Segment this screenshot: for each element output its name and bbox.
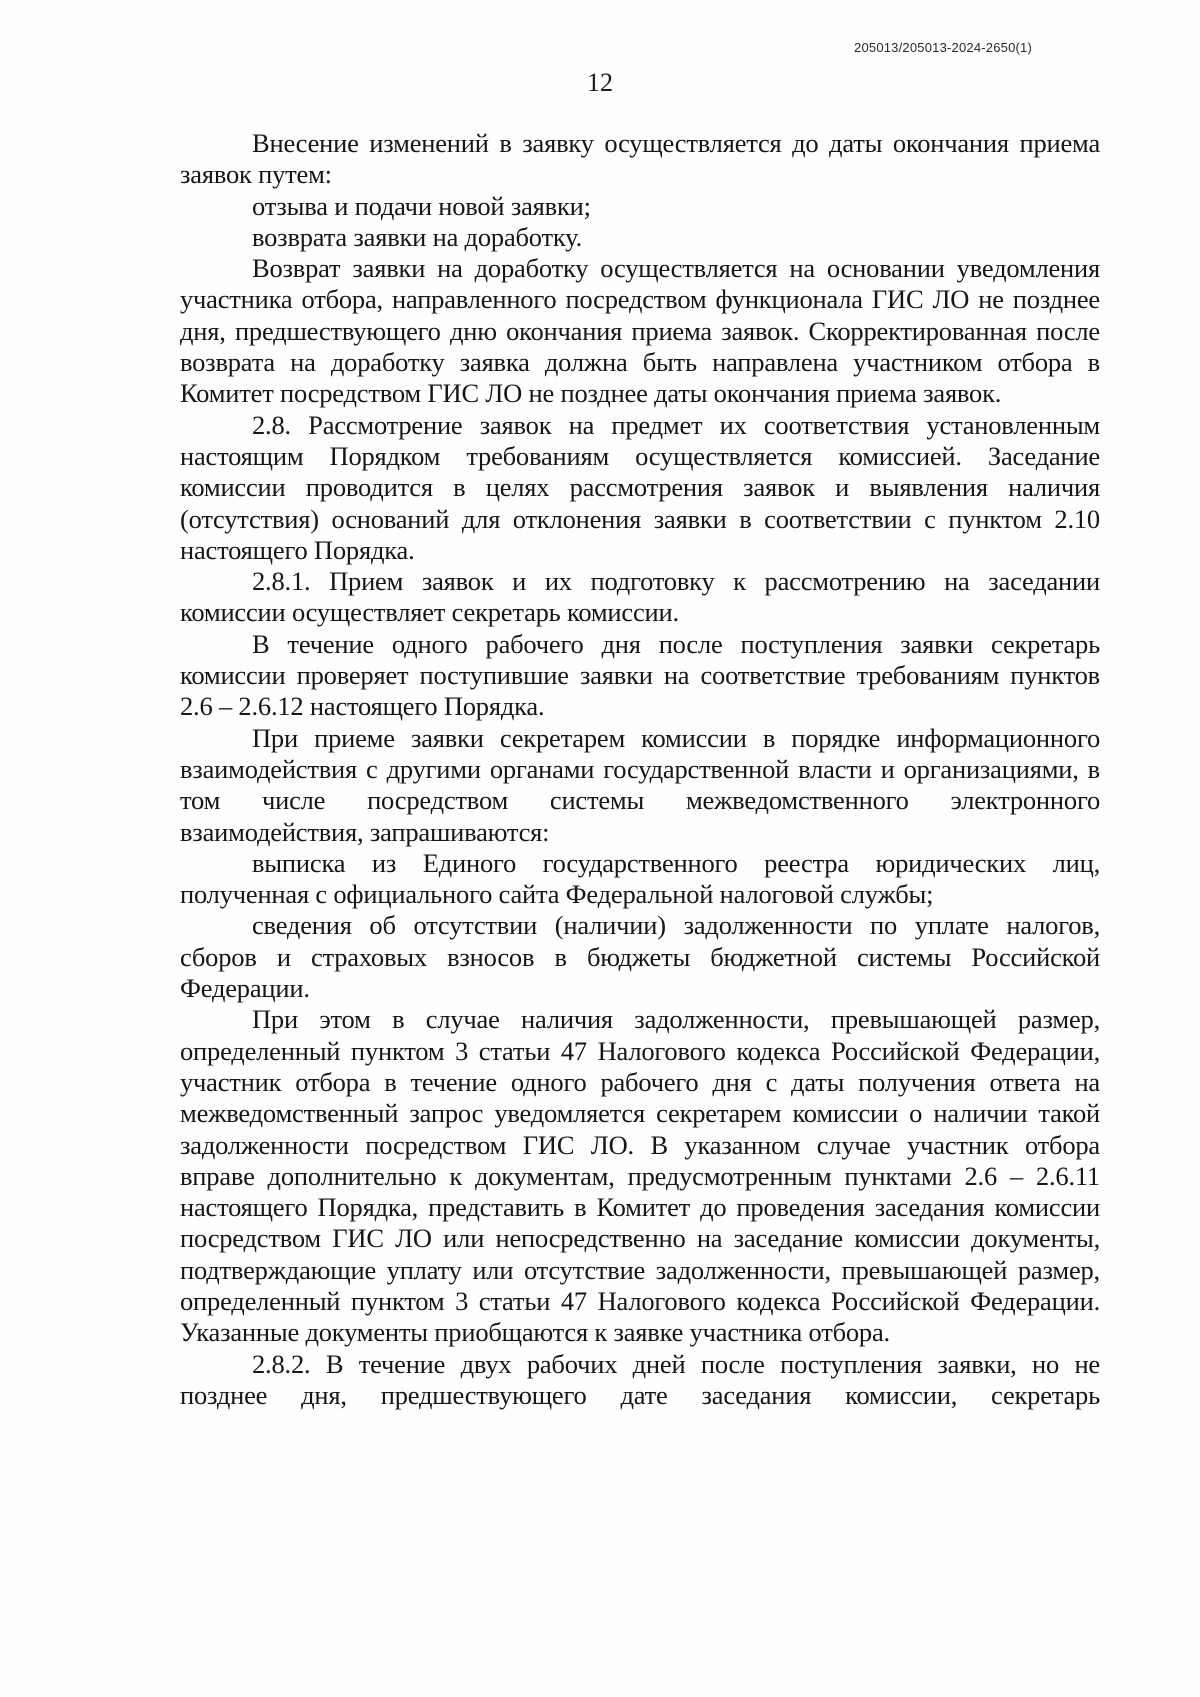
- list-item-egrul-extract: выписка из Единого государственного реестра юридических лиц, полученная с официального сайта Федеральной налоговой службы;: [180, 847, 1100, 910]
- list-item-return: возврата заявки на доработку.: [252, 221, 582, 252]
- paragraph-debt-notice: При этом в случае наличия задолженности, превышающей размер, определенный пунктом 3 статьи 47 Налогового кодекса Российской Федерации, участник отбора в течение одного рабочего дня с даты получения ответа на межведомственный запрос уведомляется секретарем комиссии о наличии такой задолженности посредством ГИС ЛО. В указанном случае участник отбора вправе дополнительно к документам, предусмотренным пунктами 2.6 – 2.6.11 настоящего Порядка, представить в Комитет до проведения заседания комиссии посредством ГИС ЛО или непосредственно на заседание комиссии документы, подтверждающие уплату или отсутствие задолженности, превышающей размер, определенный пунктом 3 статьи 47 Налогового кодекса Российской Федерации. Указанные документы приобщаются к заявке участника отбора.: [180, 1004, 1100, 1348]
- paragraph-amendments-intro: Внесение изменений в заявку осуществляется до даты окончания приема заявок путем:: [180, 128, 1100, 190]
- paragraph-2-8-2: 2.8.2. В течение двух рабочих дней после поступления заявки, но не позднее дня, предшествующего дате заседания комиссии, секретарь: [180, 1348, 1100, 1410]
- list-item-tax-debt-info: сведения об отсутствии (наличии) задолженности по уплате налогов, сборов и страховых взносов в бюджеты бюджетной системы Российской Федерации.: [180, 910, 1100, 1004]
- document-id: 205013/205013-2024-2650(1): [854, 40, 1032, 55]
- paragraph-interagency-requests: При приеме заявки секретарем комиссии в порядке информационного взаимодействия с другими органами государственной власти и организациями, в том числе посредством системы межведомственного электронного взаимодействия, запрашиваются:: [180, 722, 1100, 847]
- document-body: [180, 128, 1100, 1411]
- paragraph-return-for-revision: Возврат заявки на доработку осуществляется на основании уведомления участника отбора, направленного посредством функционала ГИС ЛО не позднее дня, предшествующего дню окончания приема заявок. Скорректированная после возврата на доработку заявка должна быть направлена участником отбора в Комитет посредством ГИС ЛО не позднее даты окончания приема заявок.: [180, 253, 1100, 409]
- list-item-withdraw: отзыва и подачи новой заявки;: [252, 190, 591, 221]
- paragraph-secretary-check: В течение одного рабочего дня после поступления заявки секретарь комиссии проверяет поступившие заявки на соответствие требованиям пунктов 2.6 – 2.6.12 настоящего Порядка.: [180, 628, 1100, 722]
- paragraph-2-8-1: 2.8.1. Прием заявок и их подготовку к рассмотрению на заседании комиссии осуществляет секретарь комиссии.: [180, 566, 1100, 628]
- page-number: 12: [587, 68, 613, 97]
- paragraph-2-8: 2.8. Рассмотрение заявок на предмет их соответствия установленным настоящим Порядком требованиям осуществляется комиссией. Заседание комиссии проводится в целях рассмотрения заявок и выявления наличия (отсутствия) оснований для отклонения заявки в соответствии с пунктом 2.10 настоящего Порядка.: [180, 409, 1100, 565]
